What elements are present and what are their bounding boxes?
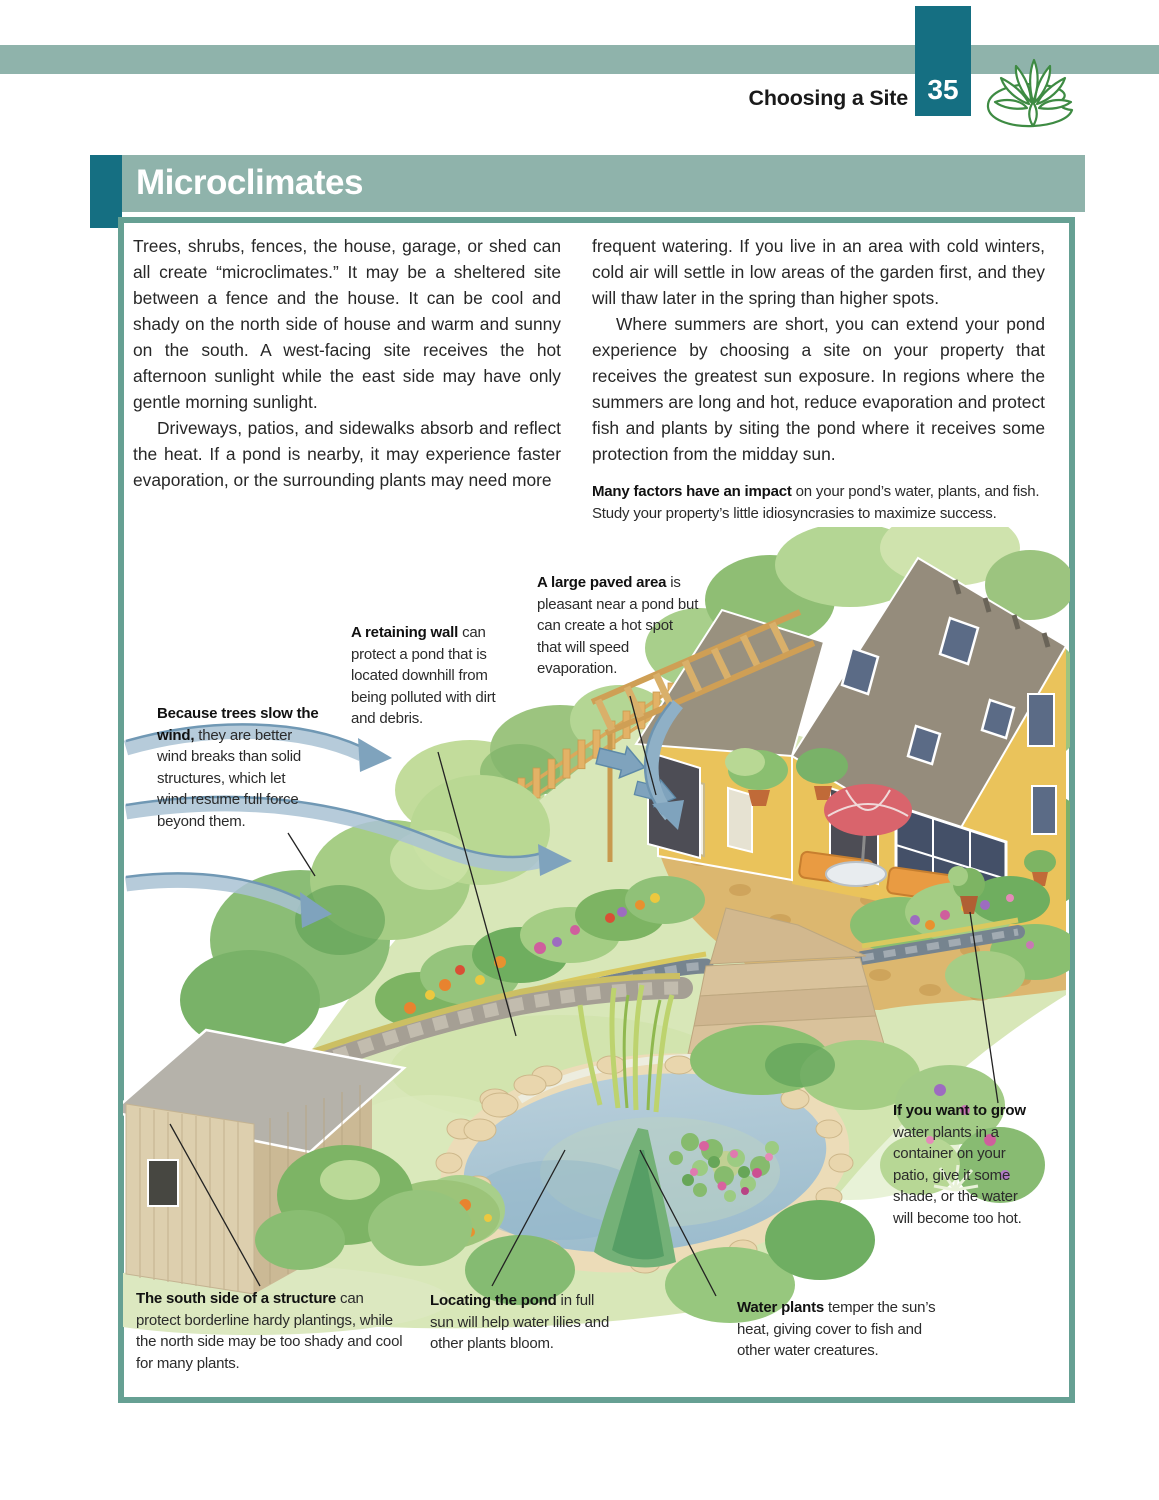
callout-trees [157,703,319,832]
page-number-tab [915,6,971,116]
caption-text: on your pond’s water, plants, and fish. Study your property’s little idiosyncrasies to maximize success. [592,483,1040,522]
leader-trees [288,833,315,876]
callout-south-side-lead: The south side of a structure [136,1290,337,1307]
caption-lead: Many factors have an impact [592,483,792,500]
callout-south-side-text: can protect borderline hardy plantings, while the north side may be too shady and cool for many plants. [136,1290,403,1372]
section-title: Microclimates [136,163,363,202]
callout-retaining-wall-text: can protect a pond that is located downhill from being polluted with dirt and debris. [351,624,496,727]
callout-water-plants-text: temper the sun’s heat, giving cover to fish and other water creatures. [737,1299,936,1359]
callout-water-plants-lead: Water plants [737,1299,825,1316]
figure-caption [592,481,1047,524]
callout-grow-container-lead: If you want to grow [893,1102,1026,1119]
callout-retaining-wall-lead: A retaining wall [351,624,459,641]
callout-locating-pond [430,1290,620,1355]
running-head: Choosing a Site [748,86,908,110]
callout-paved-area [537,572,699,680]
shed-window [148,1160,178,1206]
paragraph: Where summers are short, you can extend your pond experience by choosing a site on your property that receives the greatest sun exposure. In regions where the summers are long and hot, reduce evaporation and protect fish and plants by siting the pond where it receives some protection from the midday sun. [592,314,1045,464]
body-column-1 [133,233,561,493]
callout-grow-container-text: water plants in a container on your patio, give it some shade, or the water will become too hot. [893,1123,1022,1227]
patio-table [826,862,886,886]
section-heading-band [122,155,1085,212]
paragraph: Driveways, patios, and sidewalks absorb and reflect the heat. If a pond is nearby, it may experience faster evaporation, or the surrounding plants may need more [133,418,561,490]
callout-grow-container [893,1100,1041,1229]
wing-window [728,788,752,852]
paragraph: Trees, shrubs, fences, the house, garage, or shed can all create “microclimates.” It may be a sheltered site between a fence and the house. It can be cool and shady on the north side of house and warm and sunny on the south. A west-facing site receives the hot afternoon sunlight while the east side may have only gentle morning sunlight. [133,236,561,412]
callout-south-side [136,1288,408,1374]
callout-trees-lead: Because trees slow the wind, [157,705,319,744]
paragraph: frequent watering. If you live in an area with cold winters, cold air will settle in low areas of the garden first, and they will thaw later in the spring than higher spots. [592,236,1045,308]
callout-trees-text: they are better wind breaks than solid structures, which let wind resume full force beyond them. [157,726,302,830]
water-lily-icon [983,50,1083,130]
page-number: 35 [927,74,959,105]
callout-paved-area-lead: A large paved area [537,574,667,591]
callout-water-plants [737,1297,945,1362]
callout-retaining-wall [351,622,517,730]
body-column-2 [592,233,1045,467]
callout-locating-pond-text: in full sun will help water lilies and other plants bloom. [430,1292,610,1352]
callout-locating-pond-lead: Locating the pond [430,1292,557,1309]
callout-paved-area-text: is pleasant near a pond but can create a hot spot that will speed evaporation. [537,574,699,677]
